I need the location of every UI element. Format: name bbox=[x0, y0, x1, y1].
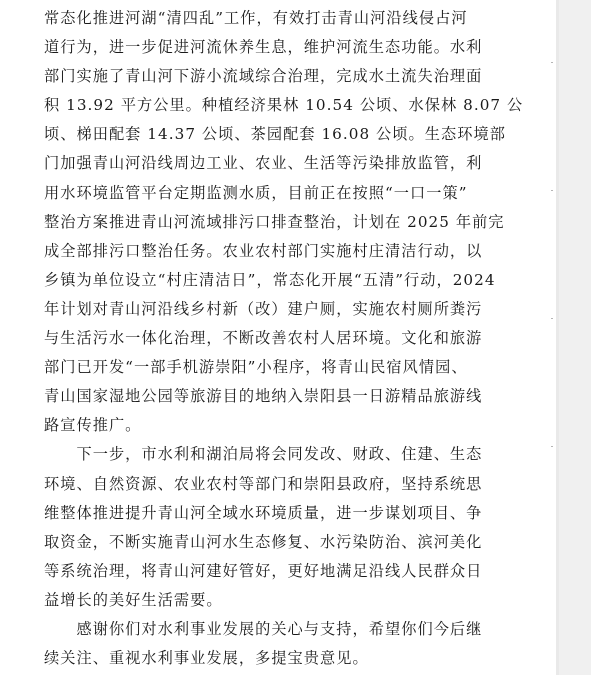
text-line: 常态化推进河湖“清四乱”工作，有效打击青山河沿线侵占河 bbox=[44, 9, 468, 27]
text-line: 道行为，进一步促进河流休养生息，维护河流生态功能。水利 bbox=[44, 38, 483, 57]
text-line: 积 13.92 平方公里。种植经济果林 10.54 公顷、水保林 8.07 公 bbox=[44, 96, 524, 115]
text-line: 整治方案推进青山河流域排污口排查整治，计划在 2025 年前完 bbox=[44, 212, 505, 231]
text-line: 顷、梯田配套 14.37 公顷、茶园配套 16.08 公顷。生态环境部 bbox=[44, 125, 506, 144]
text-line: 部门实施了青山河下游小流域综合治理，完成水土流失治理面 bbox=[44, 67, 483, 86]
text-line: 年计划对青山河沿线乡村新（改）建户厕，实施农村厕所粪污 bbox=[44, 299, 483, 318]
text-line: 路宣传推广。 bbox=[44, 416, 142, 435]
text-line: 用水环境监管平台定期监测水质，目前正在按照“一口一策” bbox=[44, 183, 468, 202]
viewer-side-panel bbox=[559, 0, 591, 675]
margin-mark bbox=[551, 62, 553, 63]
text-line: 等系统治理，将青山河建好管好，更好地满足沿线人民群众日 bbox=[44, 561, 483, 580]
margin-mark bbox=[551, 318, 553, 319]
text-line: 取资金，不断实施青山河水生态修复、水污染防治、滨河美化 bbox=[44, 532, 483, 551]
text-line: 环境、自然资源、农业农村等部门和崇阳县政府，坚持系统思 bbox=[44, 474, 483, 493]
text-line: 青山国家湿地公园等旅游目的地纳入崇阳县一日游精品旅游线 bbox=[44, 387, 483, 406]
text-line: 乡镇为单位设立“村庄清洁日”，常态化开展“五清”行动，2024 bbox=[44, 270, 496, 289]
page-body bbox=[44, 4, 524, 673]
text-line: 续关注、重视水利事业发展，多提宝贵意见。 bbox=[44, 649, 369, 668]
text-line: 维整体推进提升青山河全域水环境质量，进一步谋划项目、争 bbox=[44, 503, 483, 522]
text-line: 感谢你们对水利事业发展的关心与支持，希望你们今后继 bbox=[44, 619, 483, 638]
text-line: 与生活污水一体化治理，不断改善农村人居环境。文化和旅游 bbox=[44, 329, 483, 348]
margin-mark bbox=[551, 190, 553, 191]
text-line: 部门已开发“一部手机游崇阳”小程序，将青山民宿风情园、 bbox=[44, 358, 468, 377]
text-line: 下一步，市水利和湖泊局将会同发改、财政、住建、生态 bbox=[44, 445, 483, 464]
margin-mark bbox=[551, 446, 553, 447]
text-line: 门加强青山河沿线周边工业、农业、生活等污染排放监管，利 bbox=[44, 154, 483, 173]
text-line: 成全部排污口整治任务。农业农村部门实施村庄清洁行动，以 bbox=[44, 241, 483, 260]
text-line: 益增长的美好生活需要。 bbox=[44, 590, 223, 609]
